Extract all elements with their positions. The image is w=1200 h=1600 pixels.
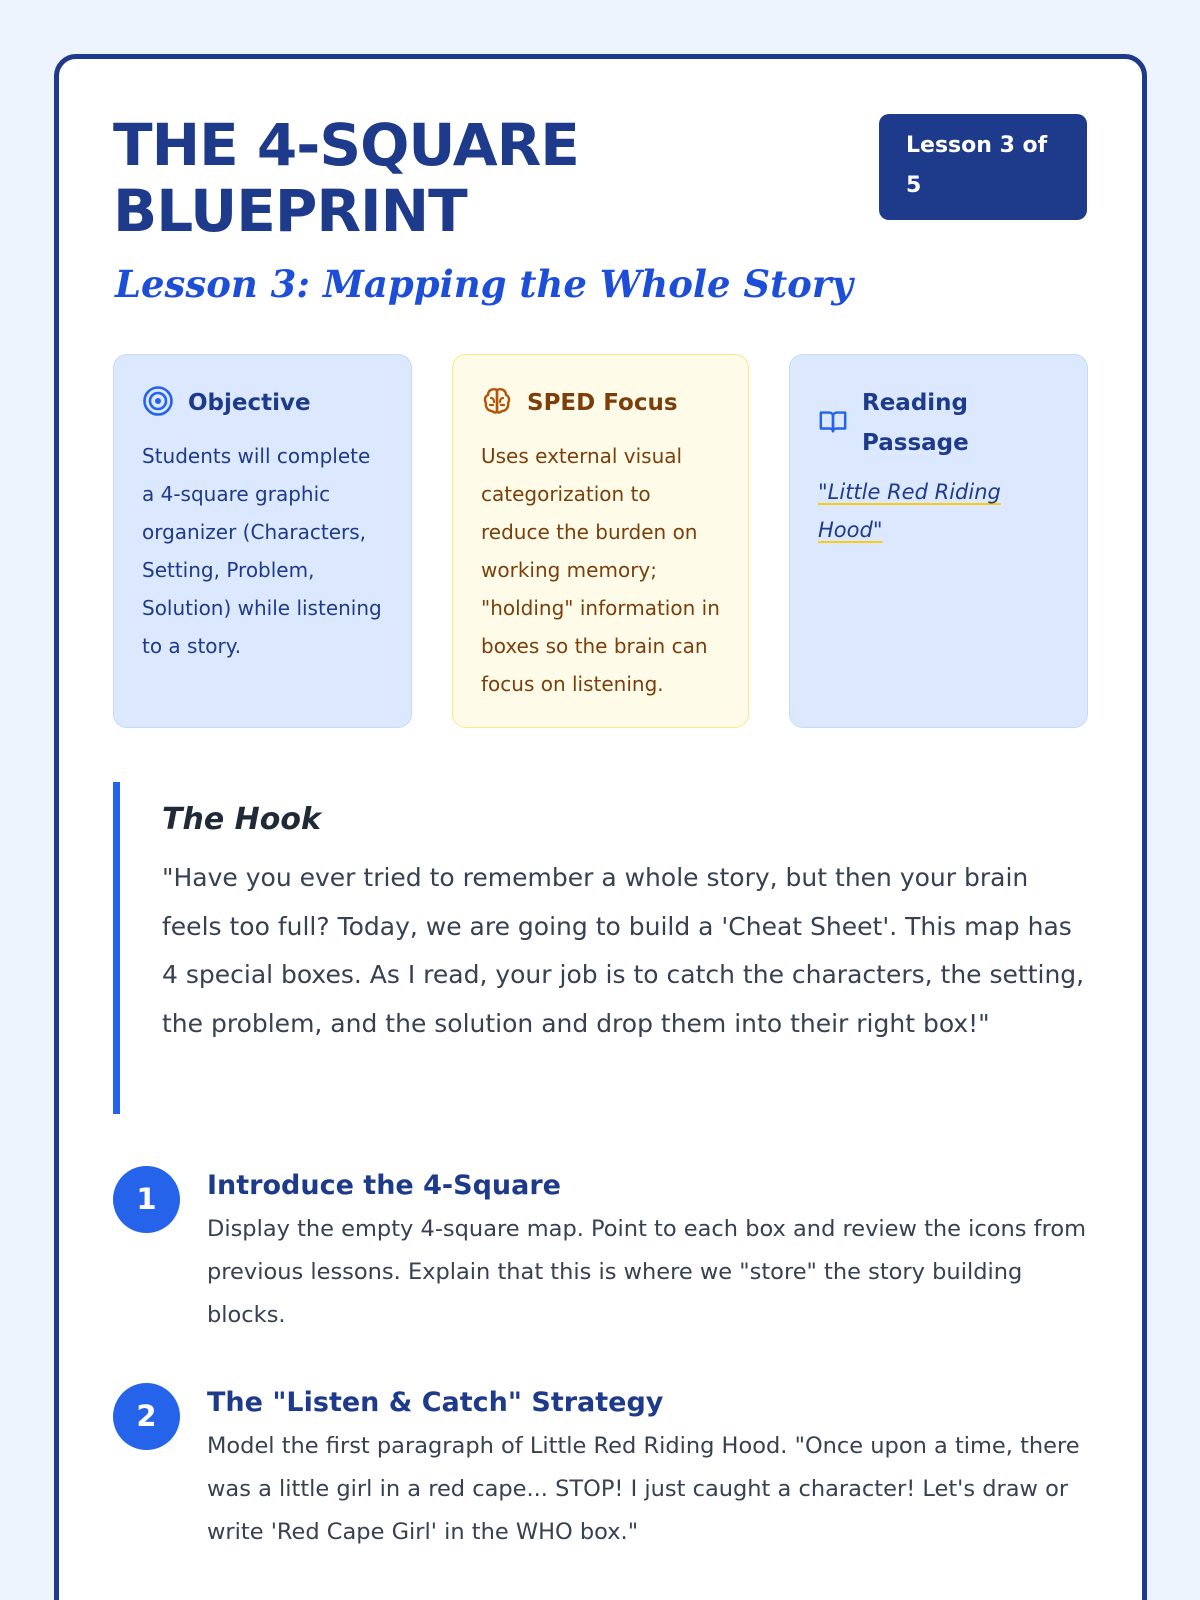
- procedure-step: [113, 1383, 1088, 1554]
- page-title: THE 4-SQUARE BLUEPRINT: [113, 111, 579, 245]
- step-text: Model the first paragraph of Little Red Riding Hood. "Once upon a time, there was a little girl in a red cape... STOP! I just caught a character! Let's draw or write 'Red Cape Girl' in the WHO box.": [207, 1433, 1080, 1545]
- reading-passage-title: Reading Passage: [862, 390, 969, 456]
- step-number-badge: 2: [113, 1383, 180, 1450]
- target-icon: [142, 385, 174, 421]
- lesson-subtitle: Lesson 3: Mapping the Whole Story: [115, 262, 853, 306]
- reading-passage-link[interactable]: "Little Red Riding Hood": [818, 480, 1001, 542]
- sped-focus-card: [452, 354, 749, 728]
- reading-passage-header: [818, 383, 1059, 463]
- objective-text: Students will complete a 4-square graphic organizer (Characters, Setting, Problem, Solution) while listening to a story.: [142, 444, 382, 658]
- step-title: Introduce the 4-Square: [207, 1170, 561, 1201]
- sped-focus-title: SPED Focus: [527, 390, 678, 416]
- objective-title: Objective: [188, 390, 311, 416]
- book-open-icon: [818, 406, 848, 440]
- brain-icon: [481, 385, 513, 421]
- procedure-step: [113, 1166, 1088, 1337]
- sped-focus-text: Uses external visual categorization to reduce the burden on working memory; "holding" information in boxes so the brain can focus on listening.: [481, 444, 720, 696]
- hook-text: "Have you ever tried to remember a whole story, but then your brain feels too full? Today, we are going to build a 'Cheat Sheet'. This map has 4 special boxes. As I read, your job is to catch the characters, the setting, the problem, and the solution and drop them into their right box!": [162, 863, 1085, 1038]
- reading-passage-card: [789, 354, 1088, 728]
- lesson-progress-badge: Lesson 3 of 5: [879, 114, 1087, 220]
- step-text: Display the empty 4-square map. Point to each box and review the icons from previous lessons. Explain that this is where we "store" the story building blocks.: [207, 1216, 1087, 1328]
- hook-section: [113, 782, 1088, 1114]
- step-number-badge: 1: [113, 1166, 180, 1233]
- sped-focus-header: [481, 383, 720, 423]
- objective-header: [142, 383, 383, 423]
- objective-card: [113, 354, 412, 728]
- hook-title: The Hook: [162, 802, 321, 837]
- step-title: The "Listen & Catch" Strategy: [207, 1387, 664, 1418]
